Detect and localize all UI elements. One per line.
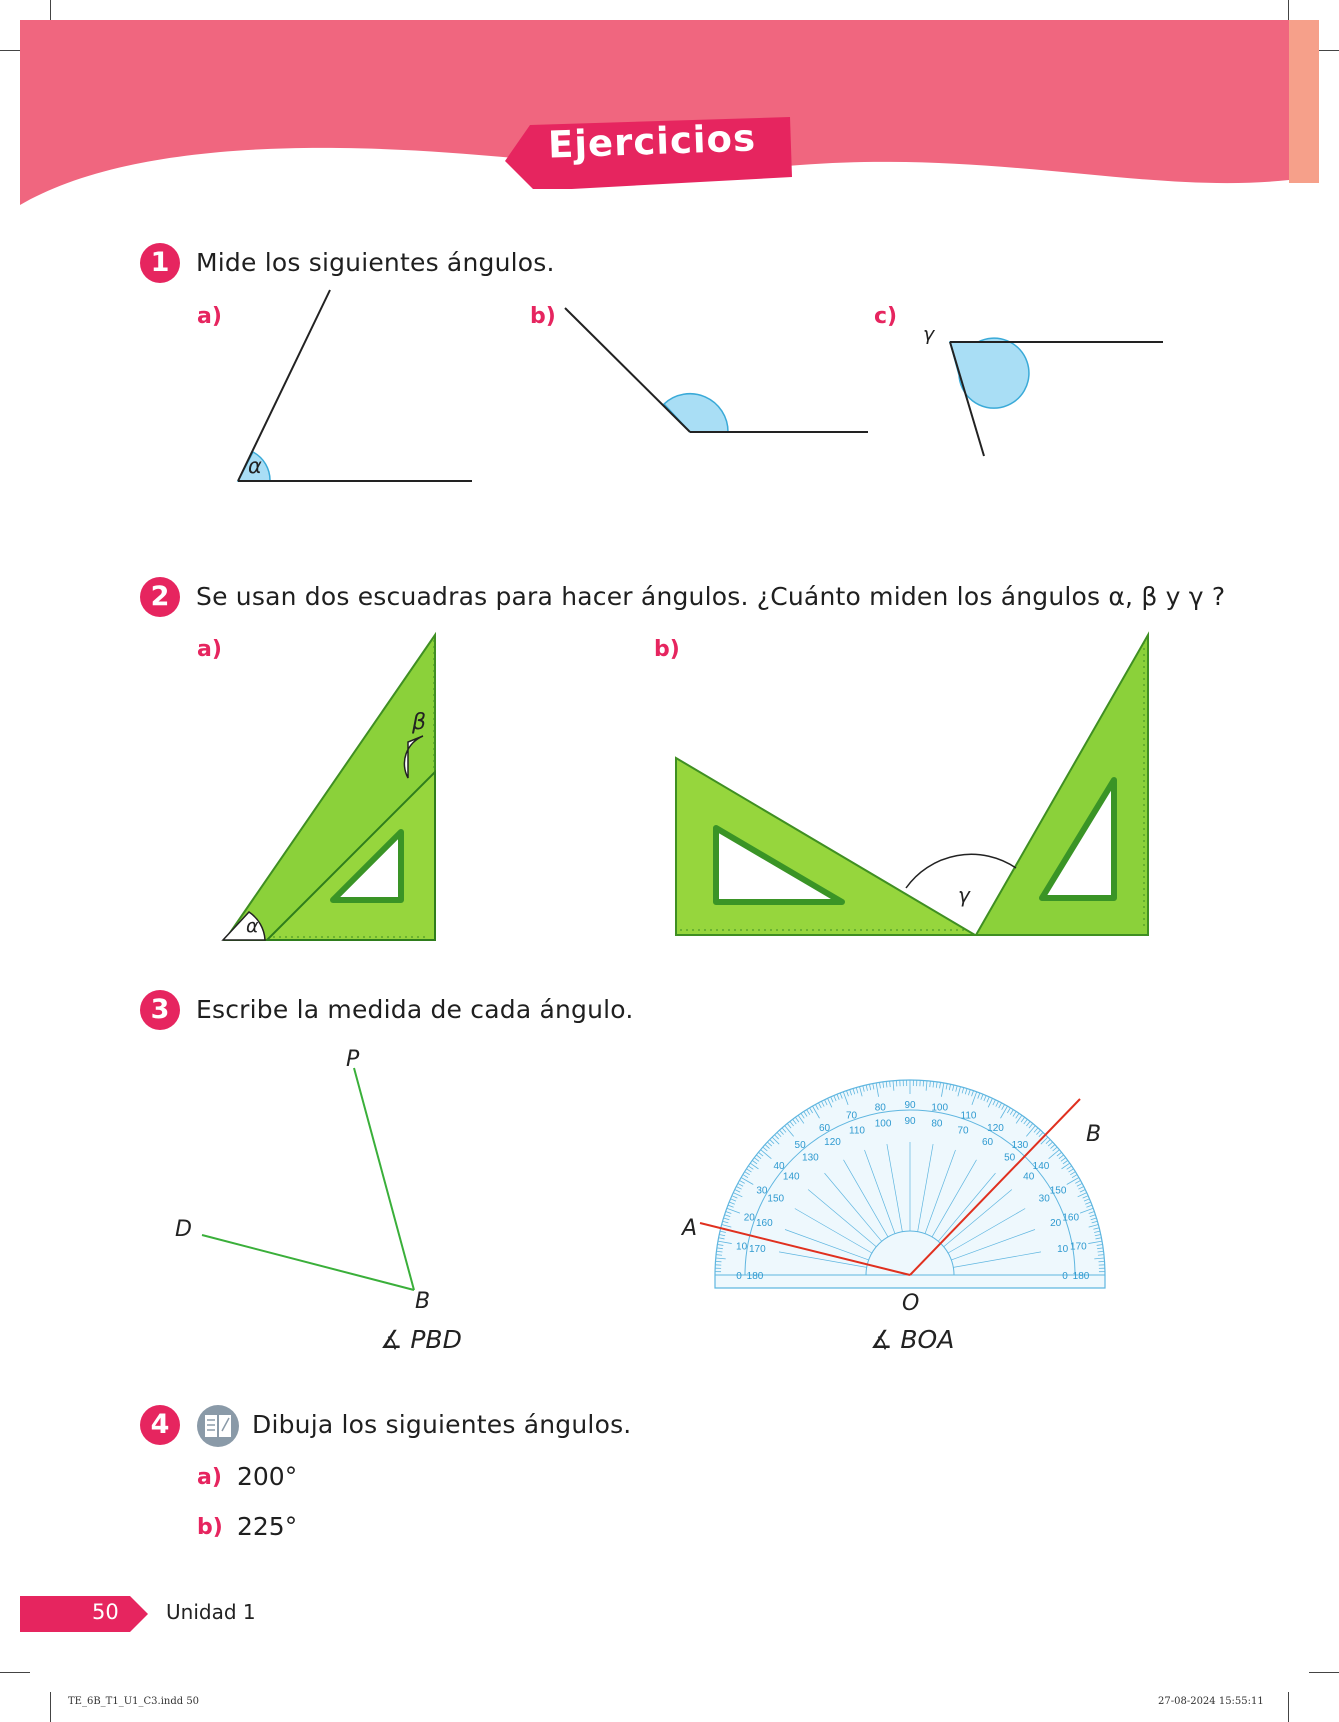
angle-figure-b [560, 300, 880, 445]
crop-mark [1288, 1692, 1289, 1722]
protractor-inner-label: 140 [782, 1171, 800, 1183]
protractor-inner-label: 180 [746, 1271, 764, 1282]
notebook-icon [196, 1404, 240, 1448]
protractor-outer-label: 130 [1011, 1140, 1029, 1152]
protractor-inner-label: 100 [874, 1118, 892, 1130]
crop-mark [1309, 1672, 1339, 1673]
item-label: a) [197, 637, 222, 662]
protractor-inner-label: 80 [931, 1118, 943, 1130]
protractor-inner-label: 20 [1050, 1217, 1062, 1229]
protractor-outer-label: 0 [736, 1271, 742, 1282]
angle-pbd-figure [190, 1060, 440, 1300]
protractor [690, 1060, 1130, 1310]
protractor-outer-label: 160 [1062, 1212, 1080, 1224]
angle-symbol: γ [923, 323, 935, 345]
item-label: c) [874, 304, 898, 329]
slug-file: TE_6B_T1_U1_C3.indd 50 [68, 1696, 200, 1707]
protractor-inner-label: 110 [849, 1125, 865, 1137]
protractor-inner-label: 0 [1062, 1271, 1068, 1282]
protractor-outer-label: 120 [987, 1122, 1004, 1134]
item-label: b) [654, 637, 680, 662]
protractor-inner-label: 50 [1004, 1152, 1016, 1164]
angle-symbol: β [412, 710, 427, 735]
protractor-inner-label: 130 [802, 1152, 819, 1164]
protractor-outer-label: 110 [960, 1110, 977, 1122]
exercise-number-badge: 2 [140, 577, 180, 617]
exercise-instruction: Se usan dos escuadras para hacer ángulos. ¿Cuánto miden los ángulos α, β y γ ? [196, 582, 1226, 611]
point-label: A [682, 1216, 698, 1241]
item-label: a) [197, 1465, 222, 1490]
protractor-outer-label: 40 [773, 1161, 785, 1173]
point-label: B [415, 1289, 431, 1314]
angle-value: 225° [237, 1512, 298, 1541]
point-label: P [346, 1047, 360, 1072]
angle-name-label: ∡ BOA [870, 1325, 955, 1354]
protractor-outer-label: 150 [1049, 1185, 1067, 1197]
item-label: b) [530, 304, 556, 329]
protractor-inner-label: 30 [1038, 1193, 1050, 1205]
exercise-number-badge: 1 [140, 243, 180, 283]
item-label: a) [197, 304, 222, 329]
protractor-inner-label: 90 [904, 1116, 916, 1127]
angle-figure-c [900, 300, 1170, 470]
protractor-outer-label: 140 [1032, 1161, 1050, 1173]
protractor-outer-label: 180 [1072, 1271, 1090, 1282]
angle-value: 200° [237, 1462, 298, 1491]
protractor-outer-label: 100 [931, 1102, 949, 1114]
point-label: O [902, 1291, 920, 1316]
crop-mark [0, 1672, 30, 1673]
protractor-outer-label: 20 [743, 1212, 755, 1224]
exercise-instruction: Mide los siguientes ángulos. [196, 248, 555, 277]
exercise-instruction: Dibuja los siguientes ángulos. [252, 1410, 632, 1439]
protractor-inner-label: 40 [1023, 1171, 1035, 1183]
exercise-number-badge: 4 [140, 1405, 180, 1445]
exercise-instruction: Escribe la medida de cada ángulo. [196, 995, 634, 1024]
protractor-inner-label: 120 [824, 1136, 841, 1148]
protractor-outer-label: 50 [794, 1140, 806, 1152]
item-label: b) [197, 1515, 223, 1540]
protractor-inner-label: 160 [756, 1217, 773, 1229]
slug-timestamp: 27-08-2024 15:55:11 [1158, 1696, 1264, 1707]
point-label: D [175, 1217, 192, 1242]
angle-symbol: γ [958, 883, 970, 907]
point-label: B [1086, 1122, 1102, 1147]
protractor-inner-label: 150 [767, 1193, 785, 1205]
protractor-outer-label: 70 [845, 1110, 858, 1122]
protractor-inner-label: 170 [749, 1244, 766, 1256]
protractor-outer-label: 30 [756, 1185, 768, 1197]
protractor-outer-label: 90 [904, 1100, 916, 1111]
protractor-outer-label: 10 [736, 1241, 748, 1253]
angle-symbol: α [248, 454, 262, 478]
protractor-inner-label: 60 [981, 1136, 994, 1148]
angle-name-label: ∡ PBD [380, 1325, 462, 1354]
exercise-number-badge: 3 [140, 990, 180, 1030]
protractor-outer-label: 60 [818, 1122, 831, 1134]
page-number-tab [0, 1596, 150, 1632]
page-number: 50 [92, 1600, 119, 1624]
protractor-outer-label: 80 [874, 1102, 886, 1114]
page-title: Ejercicios [547, 116, 757, 167]
unit-label: Unidad 1 [166, 1600, 256, 1624]
protractor-outer-label: 170 [1070, 1241, 1087, 1253]
protractor-inner-label: 70 [957, 1125, 969, 1137]
set-squares-figure-a [215, 630, 445, 950]
angle-symbol: α [246, 915, 259, 937]
protractor-inner-label: 10 [1057, 1244, 1069, 1256]
crop-mark [50, 1692, 51, 1722]
set-squares-figure-b [670, 630, 1150, 940]
